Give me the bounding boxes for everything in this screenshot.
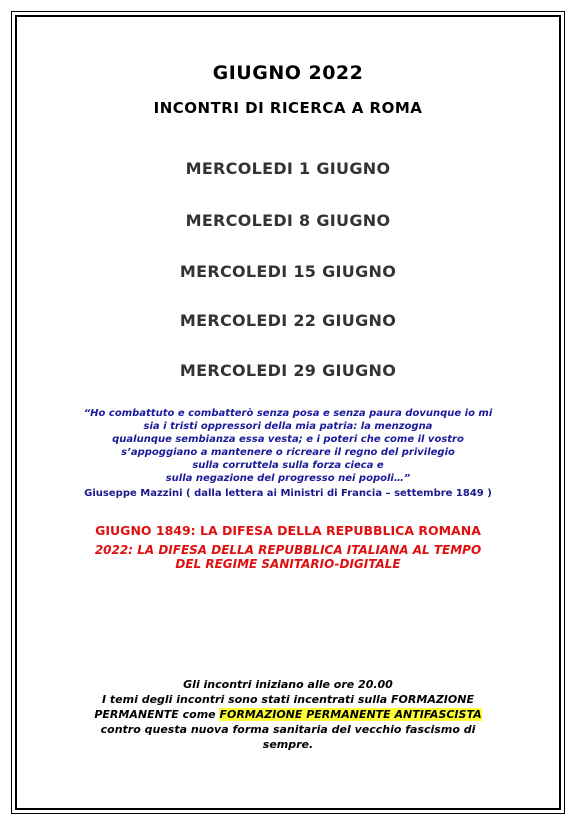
date-item: MERCOLEDI 1 GIUGNO <box>185 159 391 178</box>
headline-1849: GIUGNO 1849: LA DIFESA DELLA REPUBBLICA ROMANA <box>95 523 481 538</box>
footer-line: I temi degli incontri sono stati incentrati sulla FORMAZIONE <box>102 693 474 706</box>
date-item: MERCOLEDI 15 GIUGNO <box>179 262 397 281</box>
quote-line: sulla negazione del progresso nei popoli…” <box>165 473 411 484</box>
headline-2022 <box>0 543 576 571</box>
page-title: GIUGNO 2022 <box>212 62 364 84</box>
quote-line: sia i tristi oppressori della mia patria: la menzogna <box>143 421 433 432</box>
footer-line: Gli incontri iniziano alle ore 20.00 <box>183 678 393 691</box>
footer-line <box>0 707 576 722</box>
date-item: MERCOLEDI 8 GIUGNO <box>185 211 391 230</box>
date-item: MERCOLEDI 22 GIUGNO <box>179 311 397 330</box>
footer-line: contro questa nuova forma sanitaria del vecchio fascismo di <box>100 723 476 736</box>
headline-2022-line2: DEL REGIME SANITARIO-DIGITALE <box>175 557 401 571</box>
quote-line: sulla corruttela sulla forza cieca e <box>192 460 384 471</box>
quote-attribution: Giuseppe Mazzini ( dalla lettera ai Ministri di Francia – settembre 1849 ) <box>84 488 492 499</box>
quote-line: “Ho combattuto e combatterò senza posa e senza paura dovunque io mi <box>83 408 493 419</box>
mazzini-quote <box>0 407 576 485</box>
quote-line: s’appoggiano a mantenere o ricreare il regno del privilegio <box>121 447 455 458</box>
footer-line: sempre. <box>262 738 314 751</box>
highlighted-phrase: FORMAZIONE PERMANENTE ANTIFASCISTA <box>219 708 482 721</box>
headline-2022-line1: 2022: LA DIFESA DELLA REPUBBLICA ITALIANA AL TEMPO <box>94 543 482 557</box>
page-subtitle: INCONTRI DI RICERCA A ROMA <box>153 99 423 117</box>
date-item: MERCOLEDI 29 GIUGNO <box>179 361 397 380</box>
quote-line: qualunque sembianza essa vesta; e i poteri che come il vostro <box>112 434 464 445</box>
footer-line-prefix: PERMANENTE come <box>94 708 220 721</box>
footer-text <box>0 677 576 752</box>
